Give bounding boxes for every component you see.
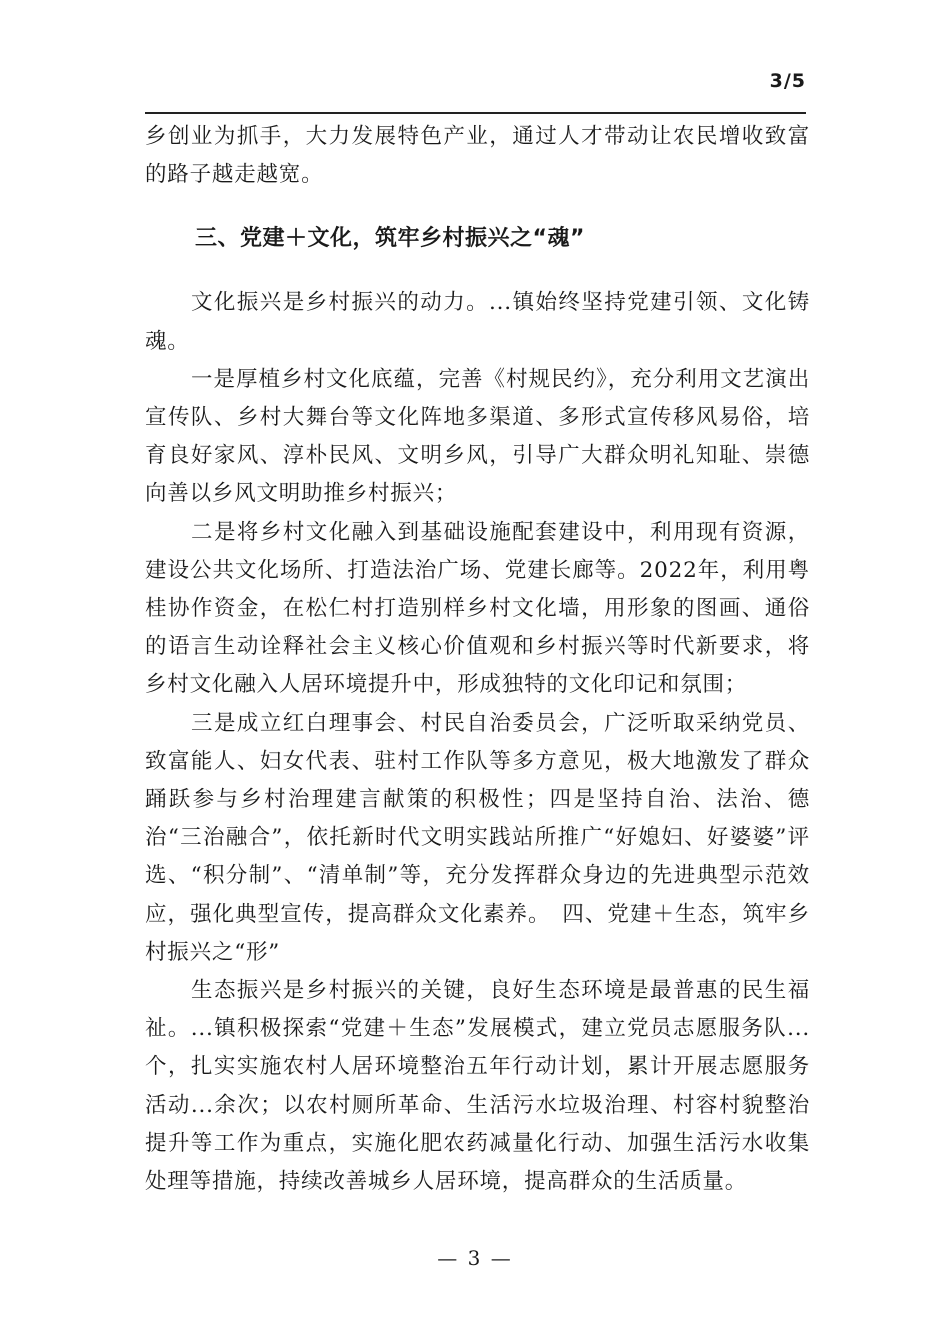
page-header xyxy=(145,66,806,114)
paragraph-three: 三是成立红白理事会、村民自治委员会，广泛听取采纳党员、致富能人、妇女代表、驻村工作队等多方意见，极大地激发了群众踊跃参与乡村治理建言献策的积极性；四是坚持自治、法治、德治“三治融合”，依托新时代文明实践站所推广“好媳妇、好婆婆”评选、“积分制”、“清单制”等，充分发挥群众身边的先进典型示范效应，强化典型宣传，提高群众文化素养。 四、党建＋生态，筑牢乡村振兴之“形” xyxy=(145,710,810,965)
paragraph-two: 二是将乡村文化融入到基础设施配套建设中，利用现有资源，建设公共文化场所、打造法治广场、党建长廊等。2022年，利用粤桂协作资金，在松仁村打造别样乡村文化墙，用形象的图画、通俗的语言生动诠释社会主义核心价值观和乡村振兴等时代新要求，将乡村文化融入人居环境提升中，形成独特的文化印记和氛围； xyxy=(145,519,810,698)
page-number: — 3 — xyxy=(437,1246,513,1270)
paragraph-intro: 文化振兴是乡村振兴的动力。...镇始终坚持党建引领、文化铸魂。 xyxy=(145,290,810,354)
continued-paragraph: 乡创业为抓手，大力发展特色产业，通过人才带动让农民增收致富的路子越走越宽。 xyxy=(145,124,810,188)
paragraph-one: 一是厚植乡村文化底蕴，完善《村规民约》，充分利用文艺演出宣传队、乡村大舞台等文化阵地多渠道、多形式宣传移风易俗，培育良好家风、淳朴民风、文明乡风，引导广大群众明礼知耻、崇德向善以乡风文明助推乡村振兴； xyxy=(145,366,810,507)
section-heading: 三、党建＋文化，筑牢乡村振兴之“魂” xyxy=(195,226,585,252)
paragraph-ecology: 生态振兴是乡村振兴的关键，良好生态环境是最普惠的民生福祉。...镇积极探索“党建＋生态”发展模式，建立党员志愿服务队...个，扎实实施农村人居环境整治五年行动计划，累计开展志愿服务活动...余次；以农村厕所革命、生活污水垃圾治理、村容村貌整治提升等工作为重点，实施化肥农药减量化行动、加强生活污水收集处理等措施，持续改善城乡人居环境，提高群众的生活质量。 xyxy=(145,978,810,1195)
page-counter: 3/5 xyxy=(769,70,806,92)
document-body xyxy=(145,118,810,1201)
